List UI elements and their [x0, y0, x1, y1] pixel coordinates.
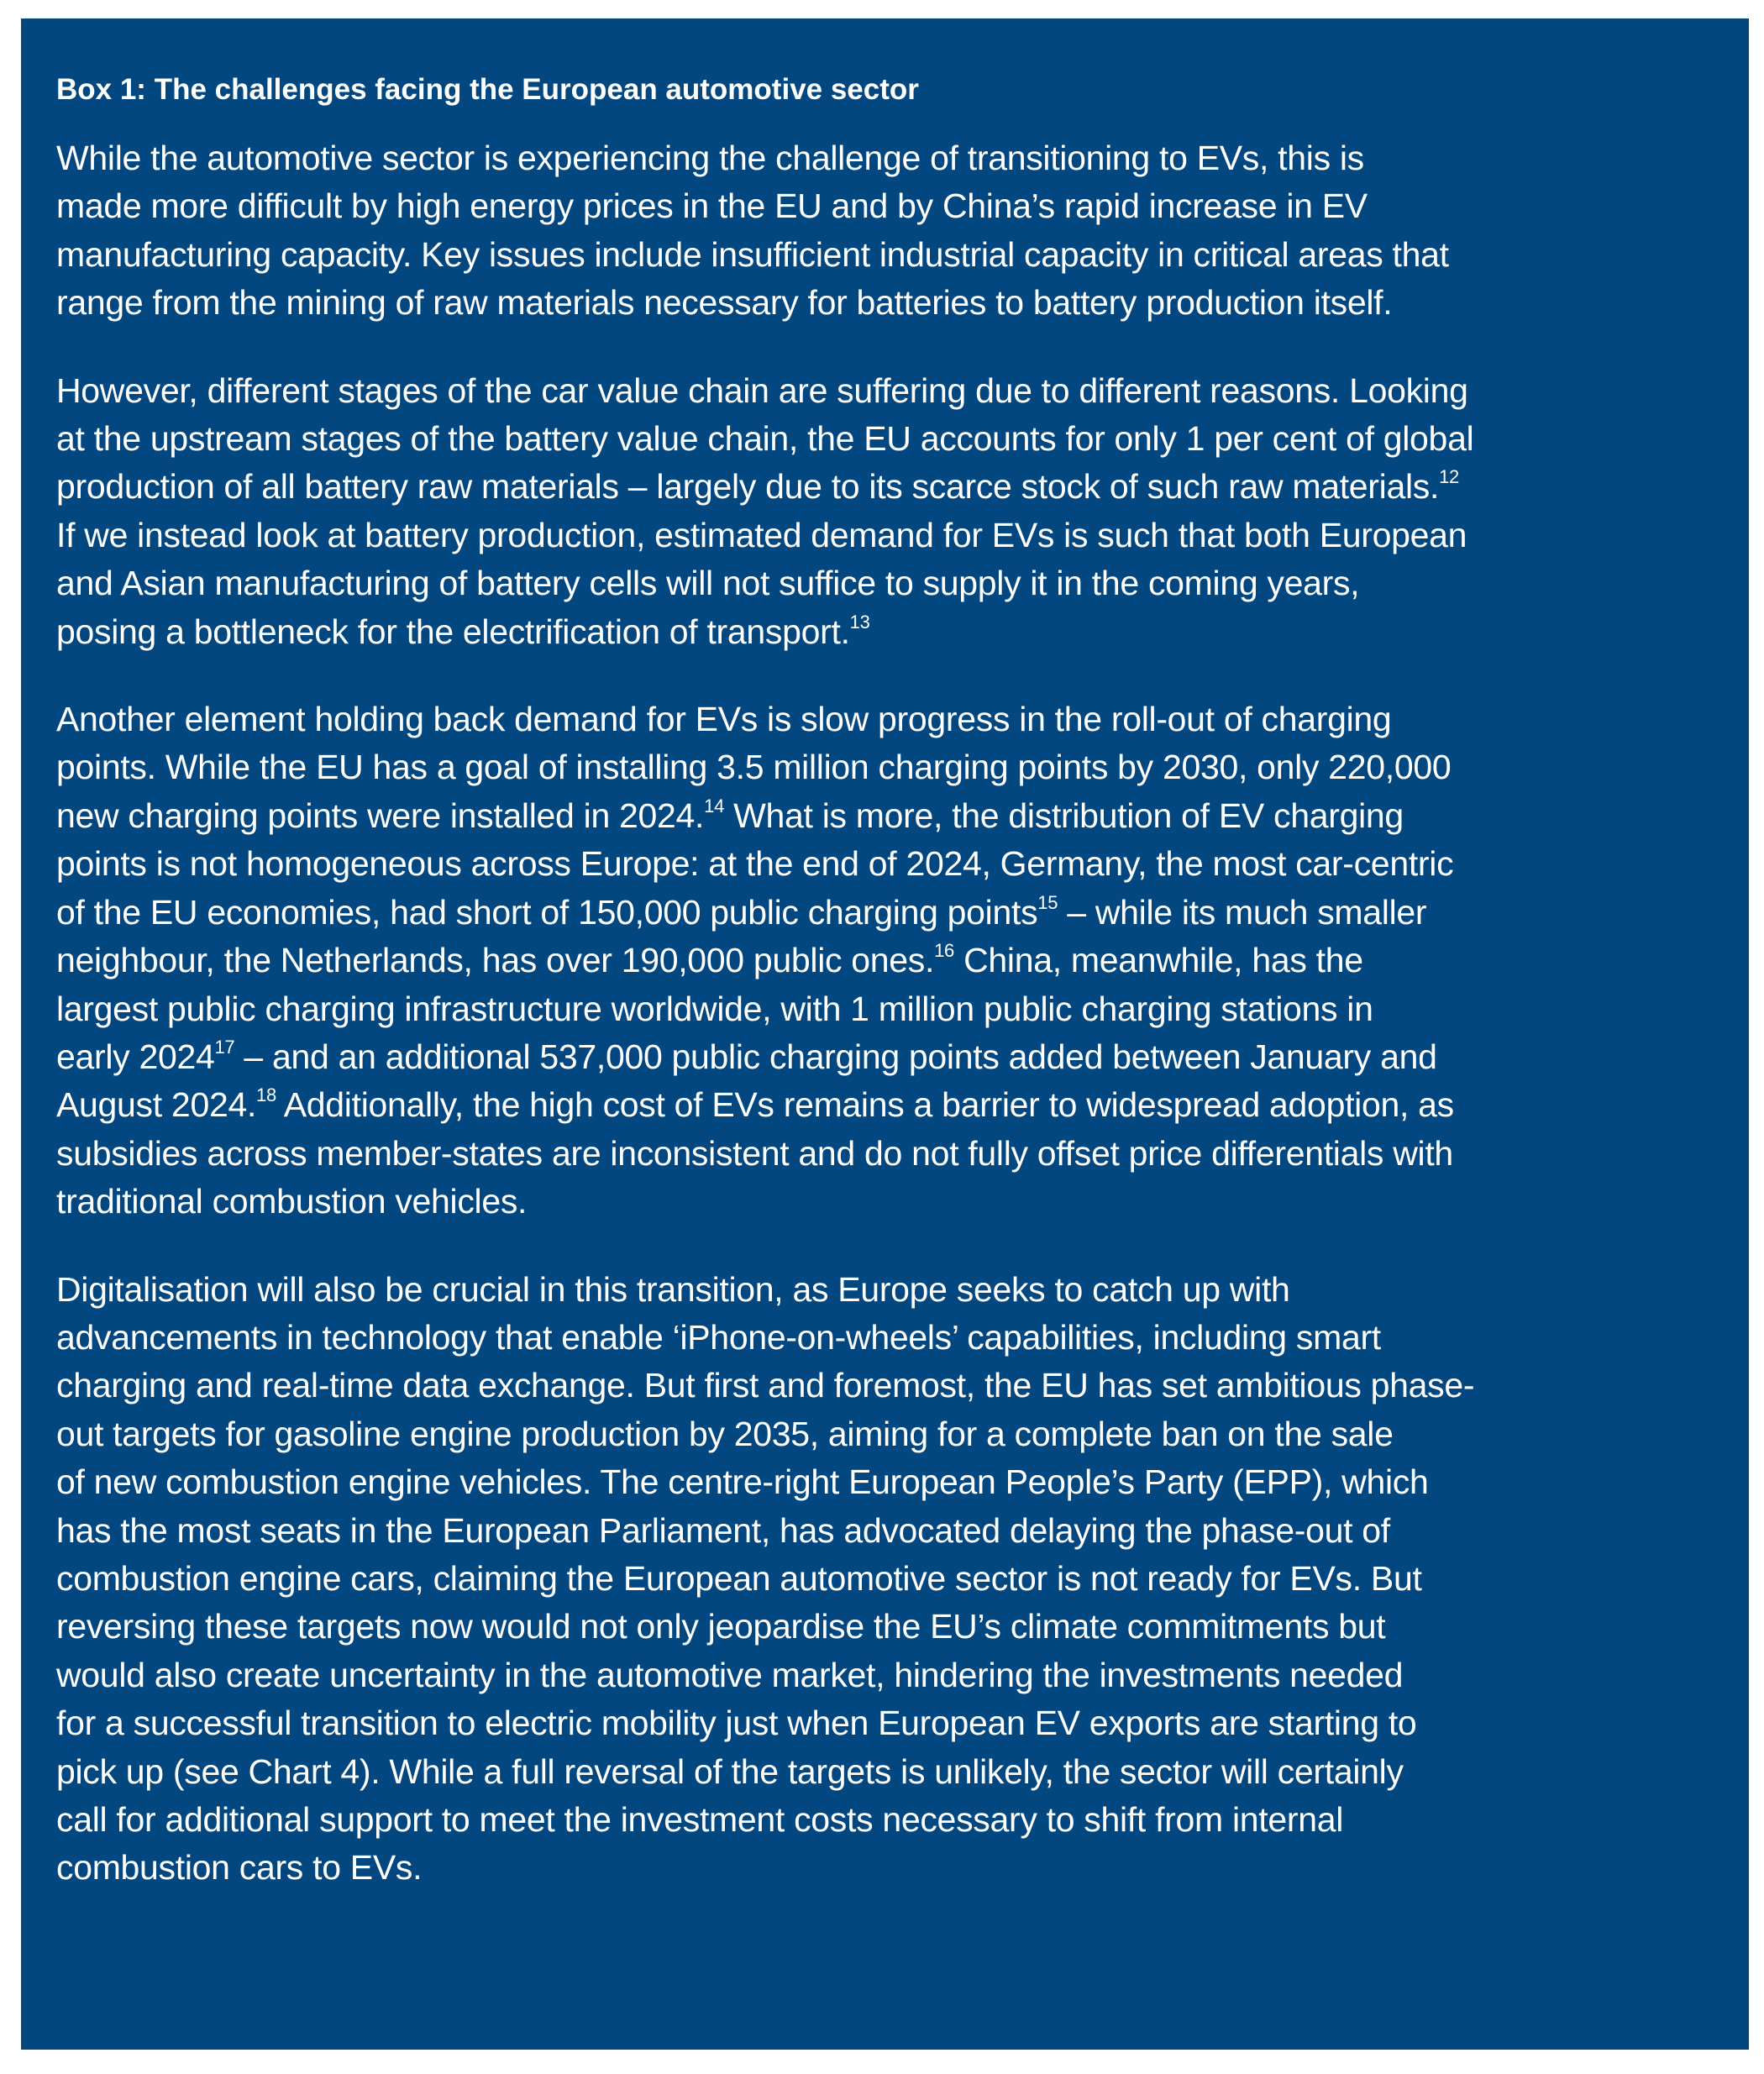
text-run: of the EU economies, had short of 150,000 public charging points	[56, 892, 1038, 932]
text-run: largest public charging infrastructure worldwide, with 1 million public charging stations in	[56, 989, 1373, 1028]
text-run: points. While the EU has a goal of installing 3.5 million charging points by 2030, only 220,000	[56, 748, 1452, 787]
footnote-ref: 13	[849, 611, 870, 633]
paragraph-line	[56, 937, 1712, 984]
paragraph-line	[56, 985, 1712, 1033]
paragraph-line	[56, 367, 1712, 415]
text-run: combustion cars to EVs.	[56, 1848, 423, 1888]
text-run: pick up (see Chart 4). While a full reversal of the targets is unlikely, the sector will certainly	[56, 1751, 1404, 1791]
text-run: While the automotive sector is experiencing the challenge of transitioning to EVs, this is	[56, 139, 1364, 177]
text-run: of new combustion engine vehicles. The centre-right European People’s Party (EPP), which	[56, 1462, 1429, 1502]
body-paragraph	[56, 696, 1712, 1226]
text-run: charging and real-time data exchange. But first and foremost, the EU has set ambitious phase-	[56, 1366, 1475, 1405]
text-run: early 2024	[56, 1037, 215, 1076]
paragraph-line	[56, 415, 1712, 463]
paragraph-line	[56, 889, 1712, 937]
text-run: range from the mining of raw materials necessary for batteries to battery production itself.	[56, 283, 1393, 323]
paragraph-line	[56, 1081, 1712, 1129]
text-run: and Asian manufacturing of battery cells will not suffice to supply it in the coming years,	[56, 564, 1360, 603]
footnote-ref: 18	[256, 1084, 276, 1106]
text-run: neighbour, the Netherlands, has over 190,000 public ones.	[56, 941, 935, 980]
paragraph-line	[56, 463, 1712, 511]
paragraph-line	[56, 1796, 1712, 1844]
paragraph-line	[56, 792, 1712, 840]
paragraph-line	[56, 1410, 1712, 1458]
body-paragraph	[56, 134, 1712, 328]
paragraph-line	[56, 1458, 1712, 1506]
text-run: posing a bottleneck for the electrification of transport.	[56, 612, 850, 651]
text-run: reversing these targets now would not only jeopardise the EU’s climate commitments but	[56, 1607, 1386, 1646]
footnote-ref: 16	[934, 940, 954, 962]
paragraph-line	[56, 512, 1712, 559]
footnote-ref: 14	[704, 795, 725, 816]
paragraph-line	[56, 1748, 1712, 1796]
paragraph-line	[56, 1033, 1712, 1081]
text-run: out targets for gasoline engine production by 2035, aiming for a complete ban on the sale	[56, 1414, 1394, 1453]
text-run: Digitalisation will also be crucial in this transition, as Europe seeks to catch up with	[56, 1269, 1290, 1309]
paragraph-line	[56, 1555, 1712, 1603]
text-run: China, meanwhile, has the	[953, 941, 1363, 980]
paragraph-line	[56, 1603, 1712, 1651]
box-title: Box 1: The challenges facing the European automotive sector	[56, 73, 919, 106]
text-run: made more difficult by high energy prices in the EU and by China’s rapid increase in EV	[56, 186, 1368, 226]
text-run: for a successful transition to electric mobility just when European EV exports are starting to	[56, 1704, 1417, 1743]
text-run: What is more, the distribution of EV charging	[724, 795, 1404, 835]
text-run: Another element holding back demand for EVs is slow progress in the roll-out of charging	[56, 700, 1392, 739]
paragraph-line	[56, 182, 1712, 230]
paragraph-line	[56, 1362, 1712, 1410]
text-run: at the upstream stages of the battery value chain, the EU accounts for only 1 per cent of global	[56, 419, 1474, 459]
text-run: advancements in technology that enable ‘iPhone-on-wheels’ capabilities, including smart	[56, 1317, 1381, 1357]
footnote-ref: 12	[1439, 466, 1459, 488]
paragraph-line	[56, 1699, 1712, 1747]
text-run: subsidies across member-states are inconsistent and do not fully offset price differentials with	[56, 1133, 1453, 1173]
paragraph-line	[56, 1844, 1712, 1892]
text-run: Additionally, the high cost of EVs remains a barrier to widespread adoption, as	[276, 1085, 1454, 1125]
footnote-ref: 15	[1037, 891, 1058, 913]
box-body	[56, 134, 1712, 1893]
paragraph-line	[56, 1314, 1712, 1362]
text-run: new charging points were installed in 2024.	[56, 795, 705, 835]
body-paragraph	[56, 367, 1712, 656]
text-run: manufacturing capacity. Key issues include insufficient industrial capacity in critical areas that	[56, 234, 1449, 274]
text-run: However, different stages of the car value chain are suffering due to different reasons. Looking	[56, 370, 1468, 410]
paragraph-line	[56, 134, 1712, 182]
paragraph-line	[56, 1651, 1712, 1699]
body-paragraph	[56, 1266, 1712, 1893]
paragraph-line	[56, 1507, 1712, 1555]
info-box	[21, 18, 1749, 2050]
paragraph-line	[56, 840, 1712, 888]
text-run: August 2024.	[56, 1085, 257, 1125]
paragraph-line	[56, 559, 1712, 607]
text-run: – and an additional 537,000 public charging points added between January and	[234, 1037, 1437, 1076]
text-run: call for additional support to meet the investment costs necessary to shift from internal	[56, 1800, 1344, 1839]
paragraph-line	[56, 1266, 1712, 1314]
text-run: would also create uncertainty in the automotive market, hindering the investments needed	[56, 1655, 1404, 1694]
paragraph-line	[56, 279, 1712, 327]
paragraph-line	[56, 696, 1712, 743]
paragraph-line	[56, 1178, 1712, 1226]
text-run: If we instead look at battery production, estimated demand for EVs is such that both European	[56, 515, 1467, 554]
text-run: production of all battery raw materials – largely due to its scarce stock of such raw materials.	[56, 467, 1440, 507]
text-run: – while its much smaller	[1058, 892, 1427, 932]
paragraph-line	[56, 1130, 1712, 1178]
text-run: combustion engine cars, claiming the European automotive sector is not ready for EVs. But	[56, 1558, 1422, 1598]
footnote-ref: 17	[214, 1036, 235, 1058]
text-run: has the most seats in the European Parliament, has advocated delaying the phase-out of	[56, 1510, 1390, 1550]
paragraph-line	[56, 743, 1712, 791]
text-run: traditional combustion vehicles.	[56, 1182, 528, 1221]
text-run: points is not homogeneous across Europe: at the end of 2024, Germany, the most car-centric	[56, 844, 1454, 884]
paragraph-line	[56, 231, 1712, 279]
paragraph-line	[56, 608, 1712, 656]
